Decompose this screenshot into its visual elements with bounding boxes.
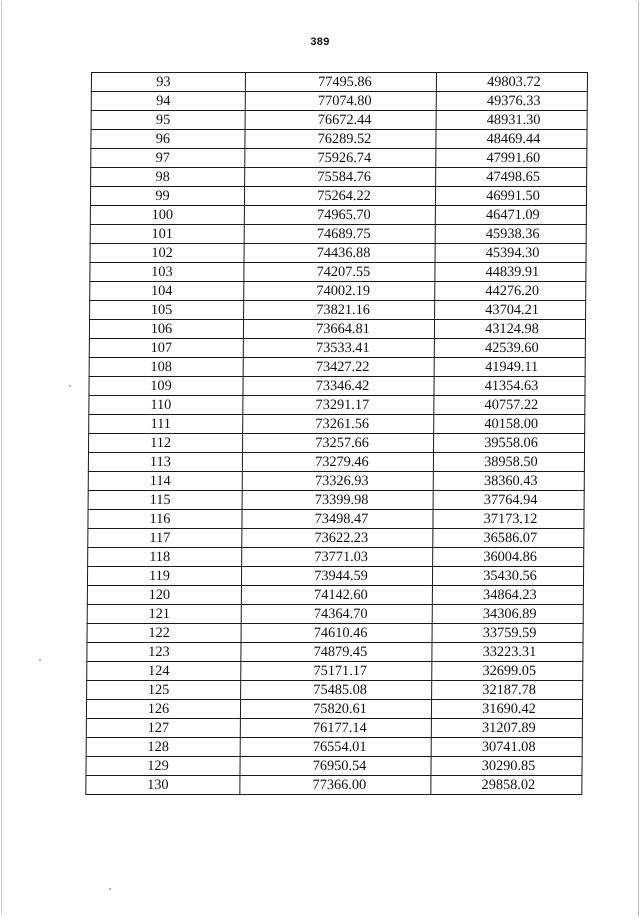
value-b-cell: 40757.22 (434, 396, 585, 415)
value-b-cell: 49803.72 (436, 73, 587, 92)
row-index-cell: 97 (91, 149, 245, 168)
value-a-cell: 74002.19 (244, 282, 435, 301)
table-row (87, 605, 583, 624)
value-b-cell: 39558.06 (434, 434, 585, 453)
row-index-cell: 120 (87, 586, 241, 605)
row-index-cell: 106 (89, 320, 243, 339)
table-row (87, 643, 583, 662)
value-b-cell: 43124.98 (434, 320, 585, 339)
value-a-cell: 74610.46 (241, 624, 432, 643)
value-a-cell: 76177.14 (240, 719, 431, 738)
value-a-cell: 74879.45 (241, 643, 432, 662)
value-a-cell: 73261.56 (243, 415, 434, 434)
table-row (90, 244, 586, 263)
value-a-cell: 76554.01 (240, 738, 431, 757)
table-row (87, 567, 583, 586)
value-a-cell: 75171.17 (241, 662, 432, 681)
value-a-cell: 73622.23 (242, 529, 433, 548)
row-index-cell: 127 (86, 719, 240, 738)
table-row (88, 472, 584, 491)
value-a-cell: 73771.03 (242, 548, 433, 567)
table-row (89, 358, 585, 377)
scan-speck (109, 888, 111, 890)
row-index-cell: 124 (87, 662, 241, 681)
value-b-cell: 36586.07 (433, 529, 584, 548)
value-b-cell: 43704.21 (435, 301, 586, 320)
value-a-cell: 74436.88 (244, 244, 435, 263)
table-row (88, 548, 584, 567)
row-index-cell: 126 (86, 700, 240, 719)
value-a-cell: 74965.70 (244, 206, 435, 225)
table-row (86, 719, 582, 738)
value-a-cell: 73664.81 (243, 320, 434, 339)
value-b-cell: 46471.09 (435, 206, 586, 225)
value-b-cell: 29858.02 (431, 776, 582, 795)
row-index-cell: 112 (89, 434, 243, 453)
table-row (91, 130, 587, 149)
value-a-cell: 73399.98 (242, 491, 433, 510)
table-row (89, 320, 585, 339)
table-row (86, 700, 582, 719)
row-index-cell: 93 (91, 73, 245, 92)
value-b-cell: 37173.12 (433, 510, 584, 529)
value-b-cell: 47498.65 (436, 168, 587, 187)
row-index-cell: 104 (90, 282, 244, 301)
table-row (91, 149, 587, 168)
row-index-cell: 108 (89, 358, 243, 377)
table-row (91, 73, 587, 92)
value-b-cell: 35430.56 (432, 567, 583, 586)
value-b-cell: 46991.50 (435, 187, 586, 206)
row-index-cell: 128 (86, 738, 240, 757)
row-index-cell: 111 (89, 415, 243, 434)
value-a-cell: 74689.75 (244, 225, 435, 244)
row-index-cell: 123 (87, 643, 241, 662)
value-a-cell: 76289.52 (245, 130, 436, 149)
value-b-cell: 30741.08 (431, 738, 582, 757)
row-index-cell: 94 (91, 92, 245, 111)
table-row (88, 510, 584, 529)
value-b-cell: 33223.31 (432, 643, 583, 662)
value-a-cell: 73427.22 (243, 358, 434, 377)
page-number: 389 (310, 36, 330, 48)
value-b-cell: 38360.43 (433, 472, 584, 491)
value-a-cell: 75926.74 (245, 149, 436, 168)
table-row (86, 757, 582, 776)
row-index-cell: 105 (90, 301, 244, 320)
value-a-cell: 73291.17 (243, 396, 434, 415)
value-b-cell: 33759.59 (432, 624, 583, 643)
value-a-cell: 73944.59 (241, 567, 432, 586)
row-index-cell: 119 (87, 567, 241, 586)
value-b-cell: 34864.23 (432, 586, 583, 605)
value-b-cell: 37764.94 (433, 491, 584, 510)
row-index-cell: 118 (88, 548, 242, 567)
value-b-cell: 45394.30 (435, 244, 586, 263)
table-row (91, 168, 587, 187)
value-b-cell: 31207.89 (431, 719, 582, 738)
value-b-cell: 32699.05 (432, 662, 583, 681)
value-a-cell: 73821.16 (244, 301, 435, 320)
row-index-cell: 110 (89, 396, 243, 415)
value-b-cell: 44276.20 (435, 282, 586, 301)
value-a-cell: 73326.93 (242, 472, 433, 491)
table-row (89, 377, 585, 396)
value-b-cell: 36004.86 (433, 548, 584, 567)
row-index-cell: 96 (91, 130, 245, 149)
row-index-cell: 109 (89, 377, 243, 396)
row-index-cell: 117 (88, 529, 242, 548)
value-a-cell: 73279.46 (242, 453, 433, 472)
row-index-cell: 114 (88, 472, 242, 491)
table-row (91, 92, 587, 111)
value-b-cell: 41949.11 (434, 358, 585, 377)
row-index-cell: 121 (87, 605, 241, 624)
value-a-cell: 75820.61 (240, 700, 431, 719)
value-b-cell: 32187.78 (432, 681, 583, 700)
table-row (90, 282, 586, 301)
value-a-cell: 77074.80 (245, 92, 436, 111)
value-b-cell: 44839.91 (435, 263, 586, 282)
row-index-cell: 116 (88, 510, 242, 529)
table-row (90, 301, 586, 320)
value-b-cell: 41354.63 (434, 377, 585, 396)
table-row (86, 776, 582, 795)
value-a-cell: 76950.54 (240, 757, 431, 776)
table-row (87, 586, 583, 605)
row-index-cell: 130 (86, 776, 240, 795)
value-b-cell: 48931.30 (436, 111, 587, 130)
row-index-cell: 122 (87, 624, 241, 643)
data-table (85, 72, 588, 795)
value-b-cell: 34306.89 (432, 605, 583, 624)
table-body (86, 73, 588, 795)
row-index-cell: 99 (90, 187, 244, 206)
table-row (89, 415, 585, 434)
value-a-cell: 74364.70 (241, 605, 432, 624)
row-index-cell: 98 (91, 168, 245, 187)
value-a-cell: 77495.86 (245, 73, 436, 92)
row-index-cell: 95 (91, 111, 245, 130)
value-b-cell: 40158.00 (434, 415, 585, 434)
value-b-cell: 31690.42 (431, 700, 582, 719)
scan-speck (39, 659, 41, 661)
table-row (90, 206, 586, 225)
row-index-cell: 129 (86, 757, 240, 776)
table-row (90, 263, 586, 282)
value-b-cell: 49376.33 (436, 92, 587, 111)
value-b-cell: 42539.60 (434, 339, 585, 358)
table-row (90, 225, 586, 244)
table-row (89, 434, 585, 453)
table-row (90, 187, 586, 206)
table-row (88, 453, 584, 472)
value-b-cell: 38958.50 (433, 453, 584, 472)
table-row (87, 681, 583, 700)
row-index-cell: 102 (90, 244, 244, 263)
row-index-cell: 115 (88, 491, 242, 510)
table-row (91, 111, 587, 130)
value-a-cell: 73533.41 (243, 339, 434, 358)
value-a-cell: 73257.66 (243, 434, 434, 453)
table-row (86, 738, 582, 757)
row-index-cell: 107 (89, 339, 243, 358)
row-index-cell: 100 (90, 206, 244, 225)
value-b-cell: 45938.36 (435, 225, 586, 244)
value-a-cell: 74207.55 (244, 263, 435, 282)
row-index-cell: 125 (87, 681, 241, 700)
value-a-cell: 75264.22 (244, 187, 435, 206)
value-a-cell: 73346.42 (243, 377, 434, 396)
row-index-cell: 103 (90, 263, 244, 282)
value-a-cell: 74142.60 (241, 586, 432, 605)
value-a-cell: 75485.08 (241, 681, 432, 700)
table-row (89, 339, 585, 358)
value-a-cell: 77366.00 (240, 776, 431, 795)
value-a-cell: 75584.76 (245, 168, 436, 187)
scan-speck (69, 385, 71, 387)
table-row (88, 529, 584, 548)
table-row (87, 624, 583, 643)
value-a-cell: 76672.44 (245, 111, 436, 130)
value-b-cell: 47991.60 (436, 149, 587, 168)
value-b-cell: 48469.44 (436, 130, 587, 149)
value-b-cell: 30290.85 (431, 757, 582, 776)
table-row (89, 396, 585, 415)
row-index-cell: 101 (90, 225, 244, 244)
table-row (88, 491, 584, 510)
value-a-cell: 73498.47 (242, 510, 433, 529)
row-index-cell: 113 (88, 453, 242, 472)
table-row (87, 662, 583, 681)
